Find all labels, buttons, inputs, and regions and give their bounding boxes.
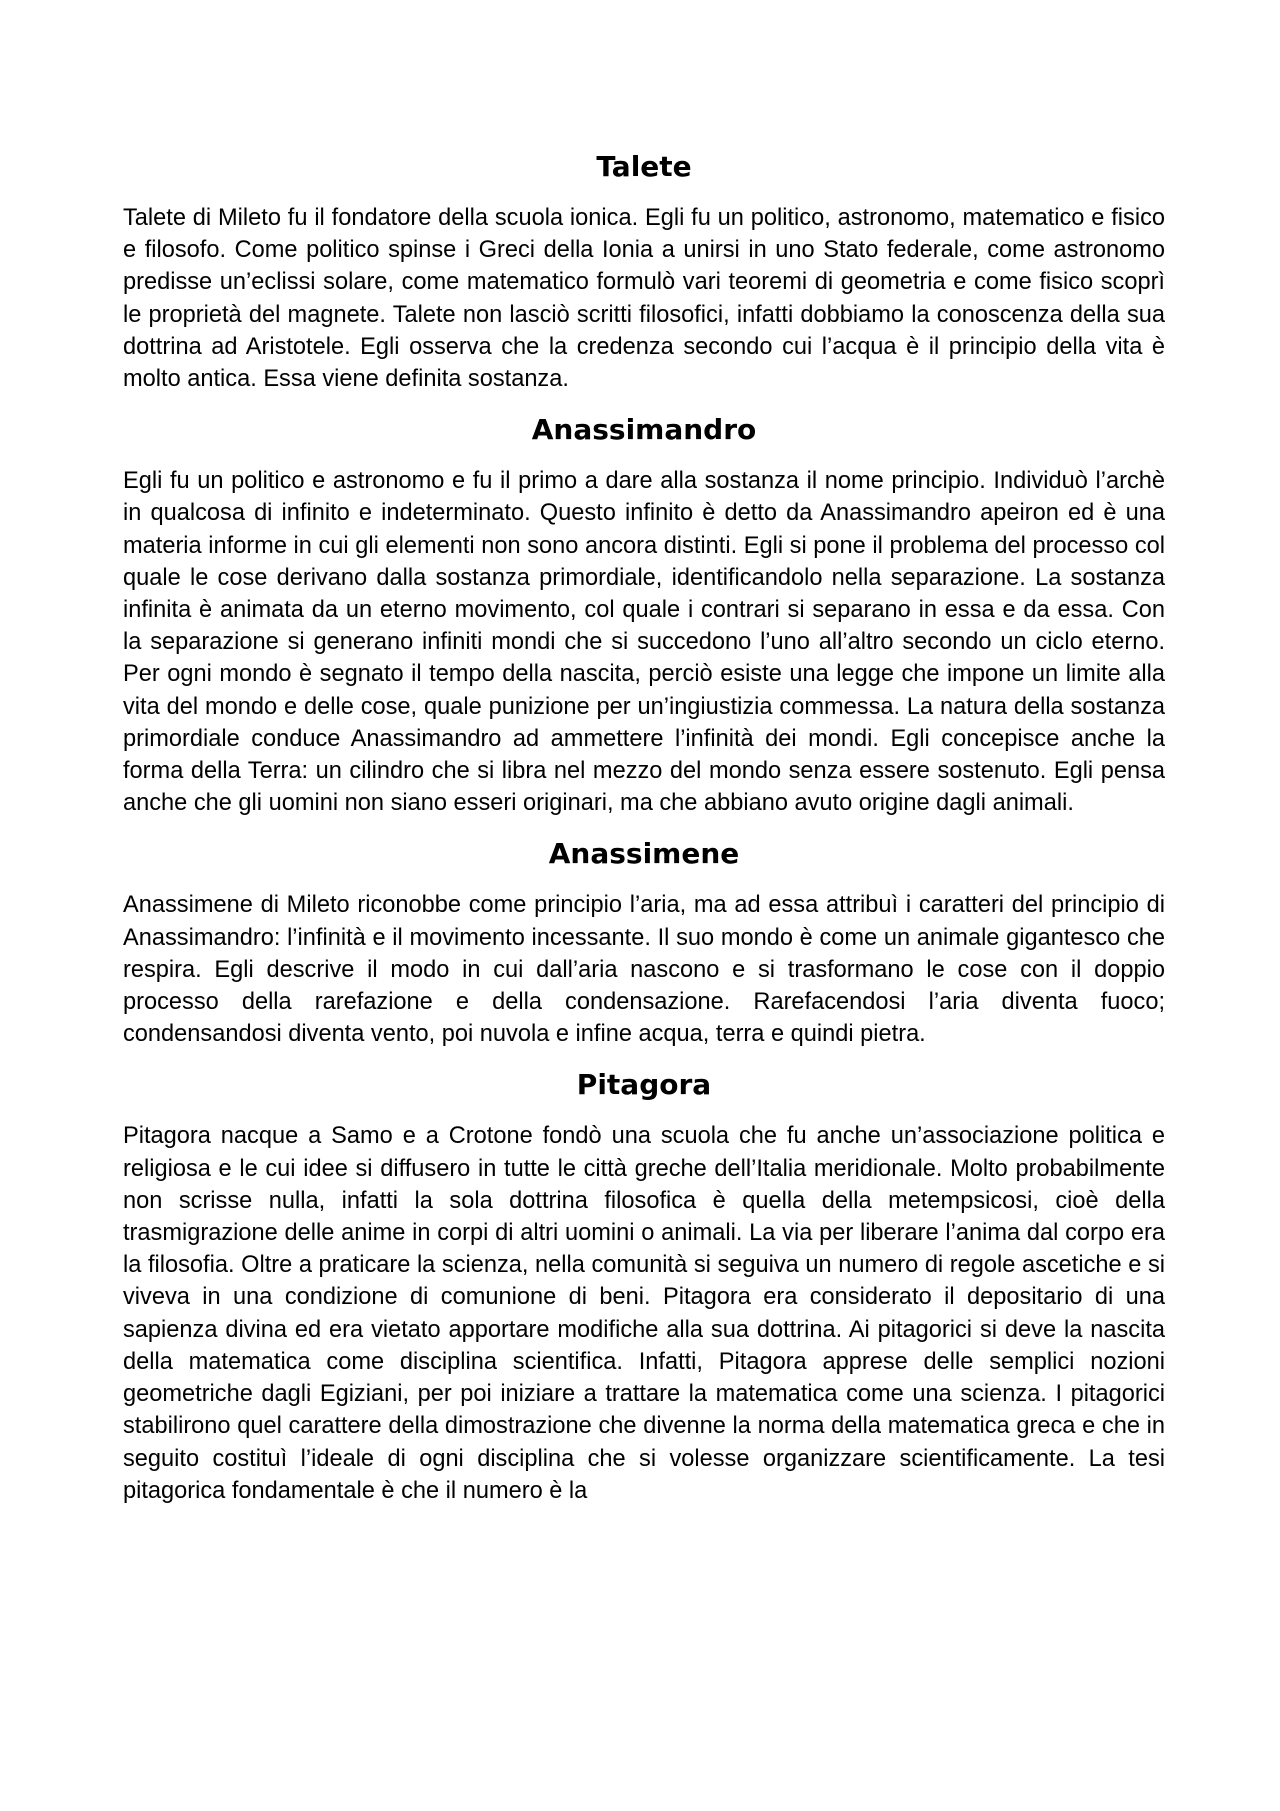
section-paragraph: Talete di Mileto fu il fondatore della scuola ionica. Egli fu un politico, astronomo, matematico e fisico e filosofo. Come politico spinse i Greci della Ionia a unirsi in uno Stato federale, come astronomo predisse un’eclissi solare, come matematico formulò vari teoremi di geometria e come fisico scoprì le proprietà del magnete. Talete non lasciò scritti filosofici, infatti dobbiamo la conoscenza della sua dottrina ad Aristotele. Egli osserva che la credenza secondo cui l’acqua è il principio della vita è molto antica. Essa viene definita sostanza. bbox=[123, 205, 1165, 393]
section-title: Pitagora bbox=[576, 1068, 712, 1102]
section-talete bbox=[123, 150, 1165, 395]
section-anassimandro bbox=[123, 413, 1165, 819]
section-title: Anassimandro bbox=[531, 413, 757, 447]
section-paragraph: Anassimene di Mileto riconobbe come principio l’aria, ma ad essa attribuì i caratteri del principio di Anassimandro: l’infinità e il movimento incessante. Il suo mondo è come un animale gigantesco che respira. Egli descrive il modo in cui dall’aria nascono e si trasformano le cose con il doppio processo della rarefazione e della condensazione. Rarefacendosi l’aria diventa fuoco; condensandosi diventa vento, poi nuvola e infine acqua, terra e quindi pietra. bbox=[123, 892, 1165, 1048]
section-pitagora bbox=[123, 1068, 1165, 1506]
section-title: Anassimene bbox=[548, 837, 740, 871]
section-title: Talete bbox=[596, 150, 692, 183]
document-page bbox=[123, 150, 1165, 1507]
section-paragraph: Egli fu un politico e astronomo e fu il primo a dare alla sostanza il nome principio. Individuò l’archè in qualcosa di infinito e indeterminato. Questo infinito è detto da Anassimandro apeiron ed è una materia informe in cui gli elementi non sono ancora distinti. Egli si pone il problema del processo col quale le cose derivano dalla sostanza primordiale, identificandolo nella separazione. La sostanza infinita è animata da un eterno movimento, col quale i contrari si separano in essa e da essa. Con la separazione si generano infiniti mondi che si succedono l’uno all’altro secondo un ciclo eterno. Per ogni mondo è segnato il tempo della nascita, perciò esiste una legge che impone un limite alla vita del mondo e delle cose, quale punizione per un’ingiustizia commessa. La natura della sostanza primordiale conduce Anassimandro ad ammettere l’infinità dei mondi. Egli concepisce anche la forma della Terra: un cilindro che si libra nel mezzo del mondo senza essere sostenuto. Egli pensa anche che gli uomini non siano esseri originari, ma che abbiano avuto origine dagli animali. bbox=[123, 468, 1165, 817]
section-paragraph: Pitagora nacque a Samo e a Crotone fondò una scuola che fu anche un’associazione politica e religiosa e le cui idee si diffusero in tutte le città greche dell’Italia meridionale. Molto probabilmente non scrisse nulla, infatti la sola dottrina filosofica è quella della metempsicosi, cioè della trasmigrazione delle anime in corpi di altri uomini o animali. La via per liberare l’anima dal corpo era la filosofia. Oltre a praticare la scienza, nella comunità si seguiva un numero di regole ascetiche e si viveva in una condizione di comunione di beni. Pitagora era considerato il depositario di una sapienza divina ed era vietato apportare modifiche alla sua dottrina. Ai pitagorici si deve la nascita della matematica come disciplina scientifica. Infatti, Pitagora apprese delle semplici nozioni geometriche dagli Egiziani, per poi iniziare a trattare la matematica come una scienza. I pitagorici stabilirono quel carattere della dimostrazione che divenne la norma della matematica greca e che in seguito costituì l’ideale di ogni disciplina che si volesse organizzare scientificamente. La tesi pitagorica fondamentale è che il numero è la bbox=[123, 1123, 1165, 1504]
section-anassimene bbox=[123, 837, 1165, 1050]
